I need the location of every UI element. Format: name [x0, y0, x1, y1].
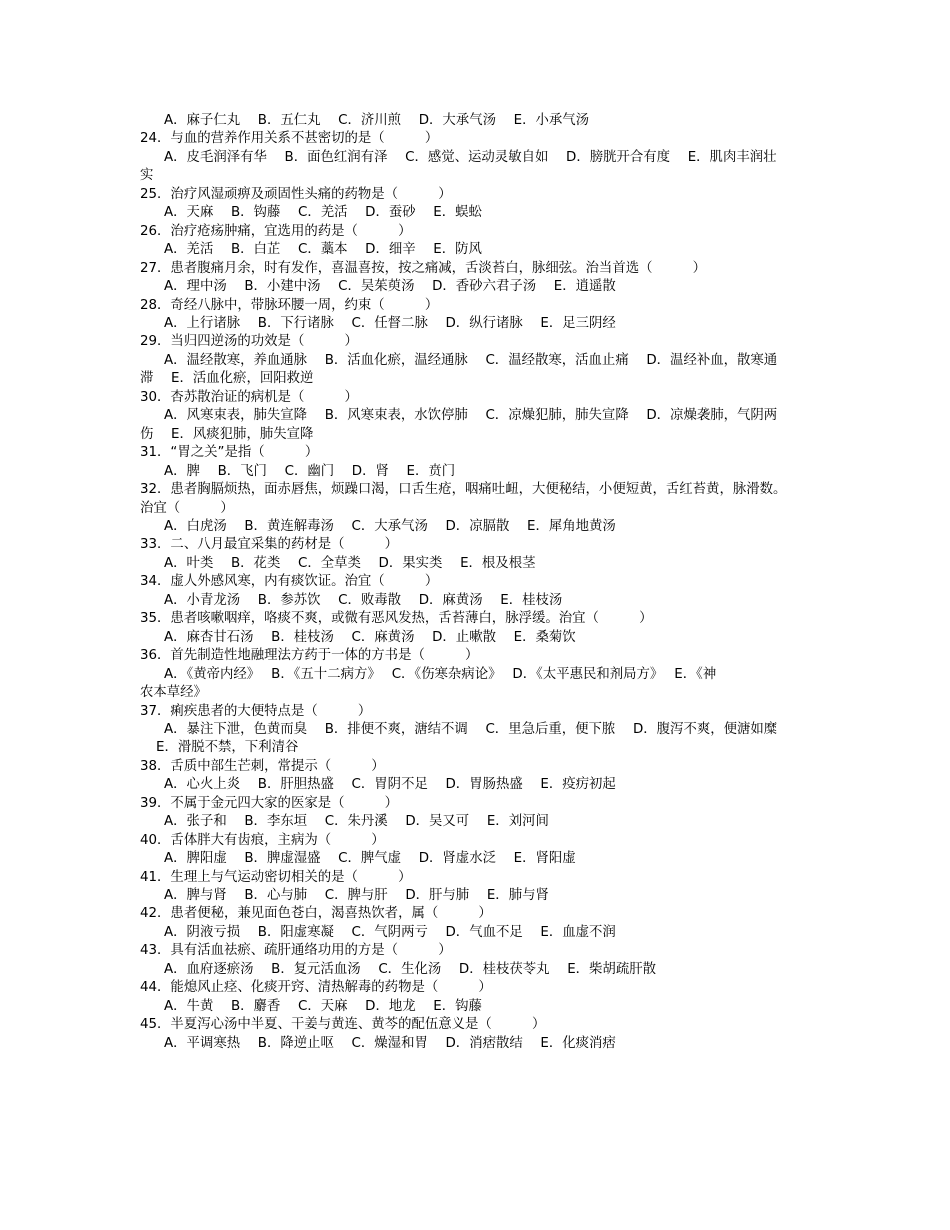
question-stem: 24．与血的营养作用关系不甚密切的是（ ） — [140, 131, 439, 147]
question-stem: 42．患者便秘，兼见面色苍白，渴喜热饮者，属（ ） — [140, 906, 492, 922]
question-stem: 36．首先制造性地融理法方药于一体的方书是（ ） — [140, 648, 479, 664]
question-stem: 41．生理上与气运动密切相关的是（ ） — [140, 869, 412, 885]
question-stem: 29．当归四逆汤的功效是（ ） — [140, 334, 358, 350]
answer-options: A．脾与肾 B．心与肺 C．脾与肝 D．肝与肺 E．肺与肾 — [164, 888, 549, 904]
question-stem: 43．具有活血祛瘀、疏肝通络功用的方是（ ） — [140, 943, 452, 959]
question-stem: 35．患者咳嗽咽痒，咯痰不爽，或微有恶风发热，舌苔薄白，脉浮缓。治宜（ ） — [140, 611, 653, 627]
answer-options: A．天麻 B．钩藤 C．羌活 D．蚕砂 E．蜈蚣 — [164, 205, 482, 221]
answer-options: A．叶类 B．花类 C．全草类 D．果实类 E．根及根茎 — [164, 555, 536, 571]
line-continuation: 伤 E．风痰犯肺，肺失宣降 — [140, 426, 314, 442]
answer-options: A．麻杏甘石汤 B．桂枝汤 C．麻黄汤 D．止嗽散 E．桑菊饮 — [164, 629, 576, 645]
question-stem: 39．不属于金元四大家的医家是（ ） — [140, 795, 399, 811]
question-stem: 34．虚人外感风寒，内有痰饮证。治宜（ ） — [140, 574, 439, 590]
question-stem: 38．舌质中部生芒刺，常提示（ ） — [140, 758, 385, 774]
line-continuation: 实 — [140, 168, 154, 184]
question-stem: 25．治疗风湿顽痹及顽固性头痛的药物是（ ） — [140, 186, 452, 202]
answer-options: A．上行诸脉 B．下行诸脉 C．任督二脉 D．纵行诸脉 E．足三阴经 — [164, 315, 616, 331]
answer-options: A．牛黄 B．麝香 C．天麻 D．地龙 E．钩藤 — [164, 998, 482, 1014]
answer-options: A．小青龙汤 B．参苏饮 C．败毒散 D．麻黄汤 E．桂枝汤 — [164, 592, 563, 608]
answer-options: A．张子和 B．李东垣 C．朱丹溪 D．吴又可 E．刘河间 — [164, 814, 549, 830]
question-stem: 30．杏苏散治证的病机是（ ） — [140, 389, 358, 405]
answer-options: A．理中汤 B．小建中汤 C．吴茱萸汤 D．香砂六君子汤 E．逍遥散 — [164, 279, 616, 295]
answer-options: A．暴注下泄，色黄而臭 B．排便不爽，溏结不调 C．里急后重，便下脓 D．腹泻不爽，便溏如糜 — [164, 721, 778, 737]
answer-options: A．血府逐瘀汤 B．复元活血汤 C．生化汤 D．桂枝茯苓丸 E．柴胡疏肝散 — [164, 961, 656, 977]
answer-options: A．麻子仁丸 B．五仁丸 C．济川煎 D．大承气汤 E．小承气汤 — [164, 113, 590, 128]
question-stem: 45．半夏泻心汤中半夏、干姜与黄连、黄芩的配伍意义是（ ） — [140, 1017, 546, 1033]
question-stem: 33．二、八月最宜采集的药材是（ ） — [140, 537, 399, 553]
answer-options: A．平调寒热 B．降逆止呕 C．燥湿和胃 D．消痞散结 E．化痰消痞 — [164, 1035, 616, 1051]
answer-options: A．阴液亏损 B．阳虚寒凝 C．气阴两亏 D．气血不足 E．血虚不润 — [164, 924, 616, 940]
question-stem: 28．奇经八脉中，带脉环腰一周，约束（ ） — [140, 297, 439, 313]
line-continuation: 治宜（ ） — [140, 500, 234, 516]
question-stem: 40．舌体胖大有齿痕，主病为（ ） — [140, 832, 385, 848]
answer-options: A．羌活 B．白芷 C．藁本 D．细辛 E．防风 — [164, 242, 482, 258]
answer-options: A．白虎汤 B．黄连解毒汤 C．大承气汤 D．凉膈散 E．犀角地黄汤 — [164, 518, 616, 534]
answer-options: A．温经散寒，养血通脉 B．活血化瘀，温经通脉 C．温经散寒，活血止痛 D．温经补血，散寒通 — [164, 352, 778, 368]
answer-options: A．风寒束表，肺失宣降 B．风寒束表，水饮停肺 C．凉燥犯肺，肺失宣降 D．凉燥袭肺，气阴两 — [164, 408, 778, 424]
line-continuation: 农本草经》 — [140, 685, 207, 701]
question-list — [140, 112, 815, 1053]
line-continuation: 滞 E．活血化瘀，回阳救逆 — [140, 371, 314, 387]
answer-options: A．心火上炎 B．肝胆热盛 C．胃阴不足 D．胃肠热盛 E．疫疠初起 — [164, 777, 616, 793]
answer-options: A．脾阳虚 B．脾虚湿盛 C．脾气虚 D．肾虚水泛 E．肾阳虚 — [164, 851, 576, 867]
question-stem: 27．患者腹痛月余，时有发作，喜温喜按，按之痛减，舌淡苔白，脉细弦。治当首选（ ） — [140, 260, 707, 276]
question-stem: 26．治疗疮疡肿痛，宜选用的药是（ ） — [140, 223, 412, 239]
question-stem: 37．痢疾患者的大便特点是（ ） — [140, 703, 372, 719]
answer-options: A．脾 B．飞门 C．幽门 D．肾 E．贲门 — [164, 463, 456, 479]
line-continuation: E．滑脱不禁，下利清谷 — [156, 740, 299, 756]
question-stem: 32．患者胸膈烦热，面赤唇焦，烦躁口渴，口舌生疮，咽痛吐衄，大便秘结，小便短黄，舌红苔黄，脉滑数。 — [140, 482, 787, 498]
question-stem: 44．能熄风止痉、化痰开窍、清热解毒的药物是（ ） — [140, 980, 492, 996]
answer-options: A．《黄帝内经》 B．《五十二病方》 C．《伤寒杂病论》 D．《太平惠民和剂局方》 E．《神 — [164, 666, 717, 682]
answer-options: A．皮毛润泽有华 B．面色红润有泽 C．感觉、运动灵敏自如 D．膀胱开合有度 E．肌肉丰润壮 — [164, 149, 777, 165]
question-stem: 31．“胃之关”是指（ ） — [140, 445, 319, 461]
